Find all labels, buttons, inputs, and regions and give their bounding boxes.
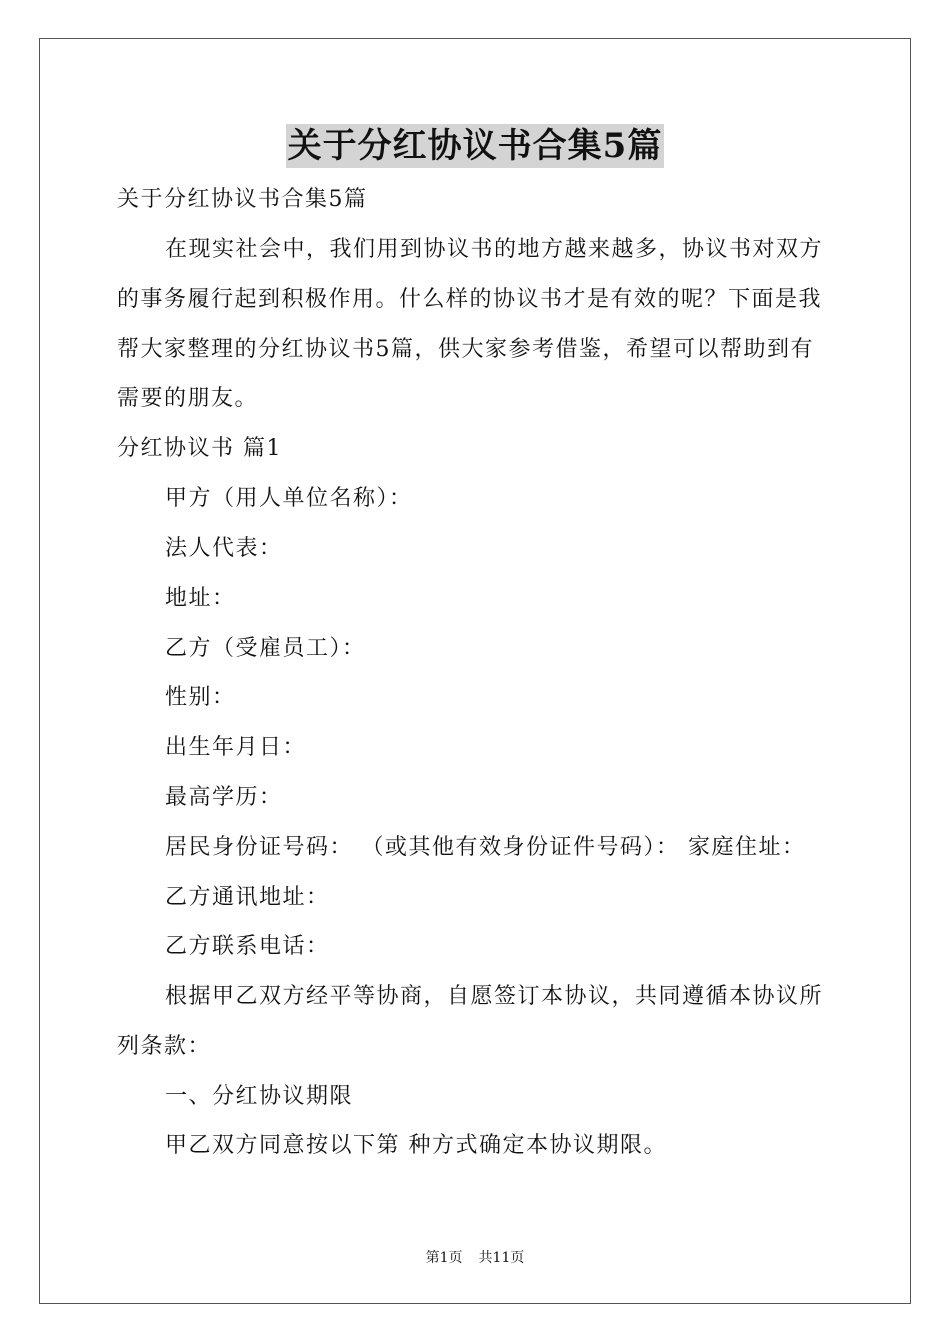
- title-block: [0, 124, 950, 168]
- field-phone: 乙方联系电话：: [165, 934, 330, 959]
- paragraph-line: 列条款：: [117, 1034, 212, 1059]
- field-gender: 性别：: [165, 685, 236, 710]
- document-title: 关于分红协议书合集5篇: [287, 126, 663, 166]
- field-legal-rep: 法人代表：: [165, 536, 283, 561]
- section-heading: 分红协议书 篇1: [117, 436, 282, 461]
- subtitle-line: 关于分红协议书合集5篇: [117, 187, 368, 212]
- page-footer: [0, 1247, 950, 1267]
- page-total: 共11页: [478, 1250, 525, 1266]
- clause-heading: 一、分红协议期限: [165, 1084, 354, 1109]
- paragraph-line: 根据甲乙双方经平等协商，自愿签订本协议，共同遵循本协议所: [165, 984, 824, 1009]
- paragraph-line: 甲乙双方同意按以下第 种方式确定本协议期限。: [165, 1133, 667, 1158]
- paragraph-line: 帮大家整理的分红协议书5篇，供大家参考借鉴，希望可以帮助到有: [117, 337, 814, 362]
- field-education: 最高学历：: [165, 785, 283, 810]
- field-address: 地址：: [165, 586, 236, 611]
- paragraph-line: 需要的朋友。: [117, 386, 259, 411]
- paragraph-line: 在现实社会中，我们用到协议书的地方越来越多，协议书对双方: [165, 237, 824, 262]
- field-party-a: 甲方（用人单位名称）：: [165, 486, 413, 511]
- paragraph-line: 的事务履行起到积极作用。什么样的协议书才是有效的呢？下面是我: [117, 287, 823, 312]
- field-id-number: 居民身份证号码： （或其他有效身份证件号码）： 家庭住址：: [165, 835, 806, 860]
- page-border: [39, 38, 911, 1304]
- field-party-b: 乙方（受雇员工）：: [165, 636, 366, 661]
- page-number: 第1页: [425, 1250, 463, 1266]
- field-birthdate: 出生年月日：: [165, 735, 307, 760]
- field-mailing-address: 乙方通讯地址：: [165, 885, 330, 910]
